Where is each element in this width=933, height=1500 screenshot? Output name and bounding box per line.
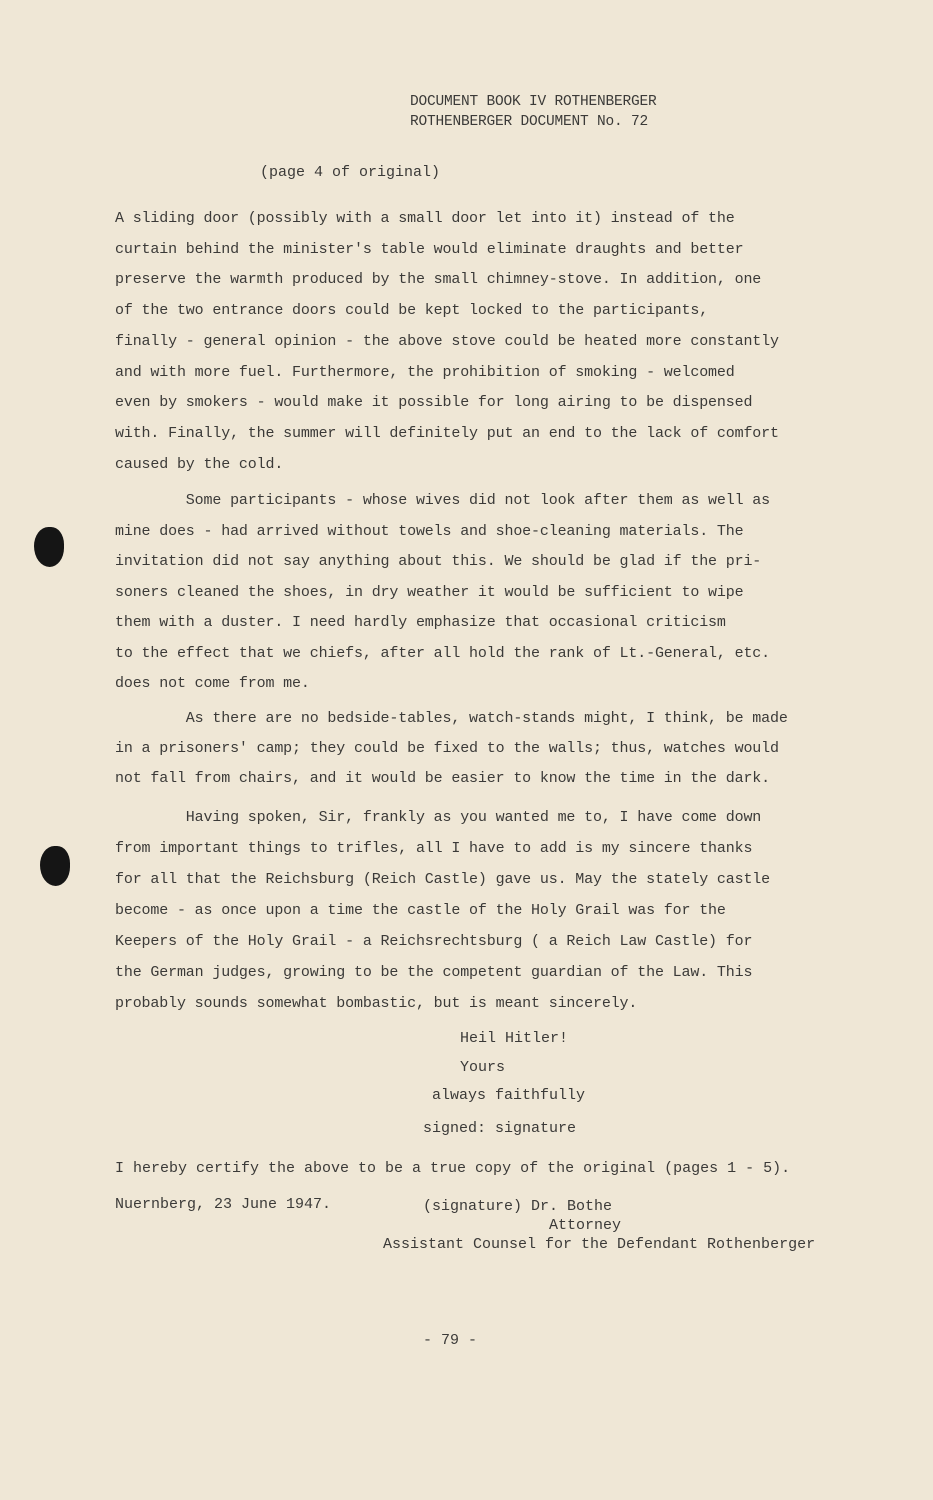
text-line: and with more fuel. Furthermore, the prohibition of smoking - welcomed	[115, 363, 735, 381]
attorney-signature: (signature) Dr. Bothe	[423, 1198, 613, 1215]
text-line: curtain behind the minister's table would eliminate draughts and better	[115, 240, 744, 258]
certification-statement: I hereby certify the above to be a true copy of the original (pages 1 - 5).	[115, 1160, 791, 1177]
text-line: probably sounds somewhat bombastic, but is meant sincerely.	[115, 995, 638, 1012]
header-document-line: ROTHENBERGER DOCUMENT No. 72	[410, 114, 649, 130]
paragraph-2	[115, 486, 845, 700]
text-line: of the two entrance doors could be kept locked to the participants,	[115, 302, 709, 320]
paragraph-4	[115, 802, 845, 1019]
page-of-original-note: (page 4 of original)	[260, 164, 441, 181]
text-line: the German judges, growing to be the competent guardian of the Law. This	[115, 964, 753, 981]
header-book-line: DOCUMENT BOOK IV ROTHENBERGER	[410, 94, 657, 110]
text-line: soners cleaned the shoes, in dry weather it would be sufficient to wipe	[115, 583, 744, 601]
closing-signed: signed: signature	[423, 1120, 577, 1137]
text-line: Some participants - whose wives did not look after them as well as	[115, 492, 771, 509]
text-line: preserve the warmth produced by the small chimney-stove. In addition, one	[115, 271, 762, 289]
paragraph-1	[115, 204, 845, 480]
text-line: with. Finally, the summer will definitely put an end to the lack of comfort	[115, 424, 779, 442]
punch-hole-icon	[34, 527, 64, 567]
place-and-date: Nuernberg, 23 June 1947.	[115, 1196, 332, 1213]
text-line: A sliding door (possibly with a small door let into it) instead of the	[115, 210, 735, 227]
text-line: mine does - had arrived without towels and shoe-cleaning materials. The	[115, 522, 744, 540]
text-line: finally - general opinion - the above stove could be heated more constantly	[115, 332, 779, 350]
text-line: not fall from chairs, and it would be easier to know the time in the dark.	[115, 770, 771, 787]
text-line: Having spoken, Sir, frankly as you wanted me to, I have come down	[115, 809, 762, 826]
page-number: - 79 -	[423, 1332, 478, 1349]
closing-faithfully: always faithfully	[432, 1087, 586, 1104]
closing-salute: Heil Hitler!	[460, 1030, 569, 1047]
punch-hole-icon	[40, 846, 70, 886]
text-line: caused by the cold.	[115, 455, 284, 473]
text-line: As there are no bedside-tables, watch-stands might, I think, be made	[115, 710, 788, 727]
text-line: does not come from me.	[115, 675, 310, 692]
attorney-title: Attorney	[549, 1217, 622, 1234]
document-header	[410, 92, 657, 132]
text-line: become - as once upon a time the castle of the Holy Grail was for the	[115, 902, 726, 919]
text-line: for all that the Reichsburg (Reich Castle) gave us. May the stately castle	[115, 871, 771, 888]
text-line: them with a duster. I need hardly emphasize that occasional criticism	[115, 614, 726, 631]
text-line: to the effect that we chiefs, after all hold the rank of Lt.-General, etc.	[115, 644, 771, 662]
text-line: in a prisoners' camp; they could be fixed to the walls; thus, watches would	[115, 740, 779, 757]
paragraph-3	[115, 704, 845, 794]
closing-yours: Yours	[460, 1059, 506, 1076]
text-line: from important things to trifles, all I have to add is my sincere thanks	[115, 840, 753, 857]
text-line: even by smokers - would make it possible for long airing to be dispensed	[115, 394, 753, 412]
counsel-role: Assistant Counsel for the Defendant Rothenberger	[383, 1236, 816, 1253]
text-line: Keepers of the Holy Grail - a Reichsrechtsburg ( a Reich Law Castle) for	[115, 933, 753, 950]
text-line: invitation did not say anything about this. We should be glad if the pri-	[115, 553, 762, 570]
